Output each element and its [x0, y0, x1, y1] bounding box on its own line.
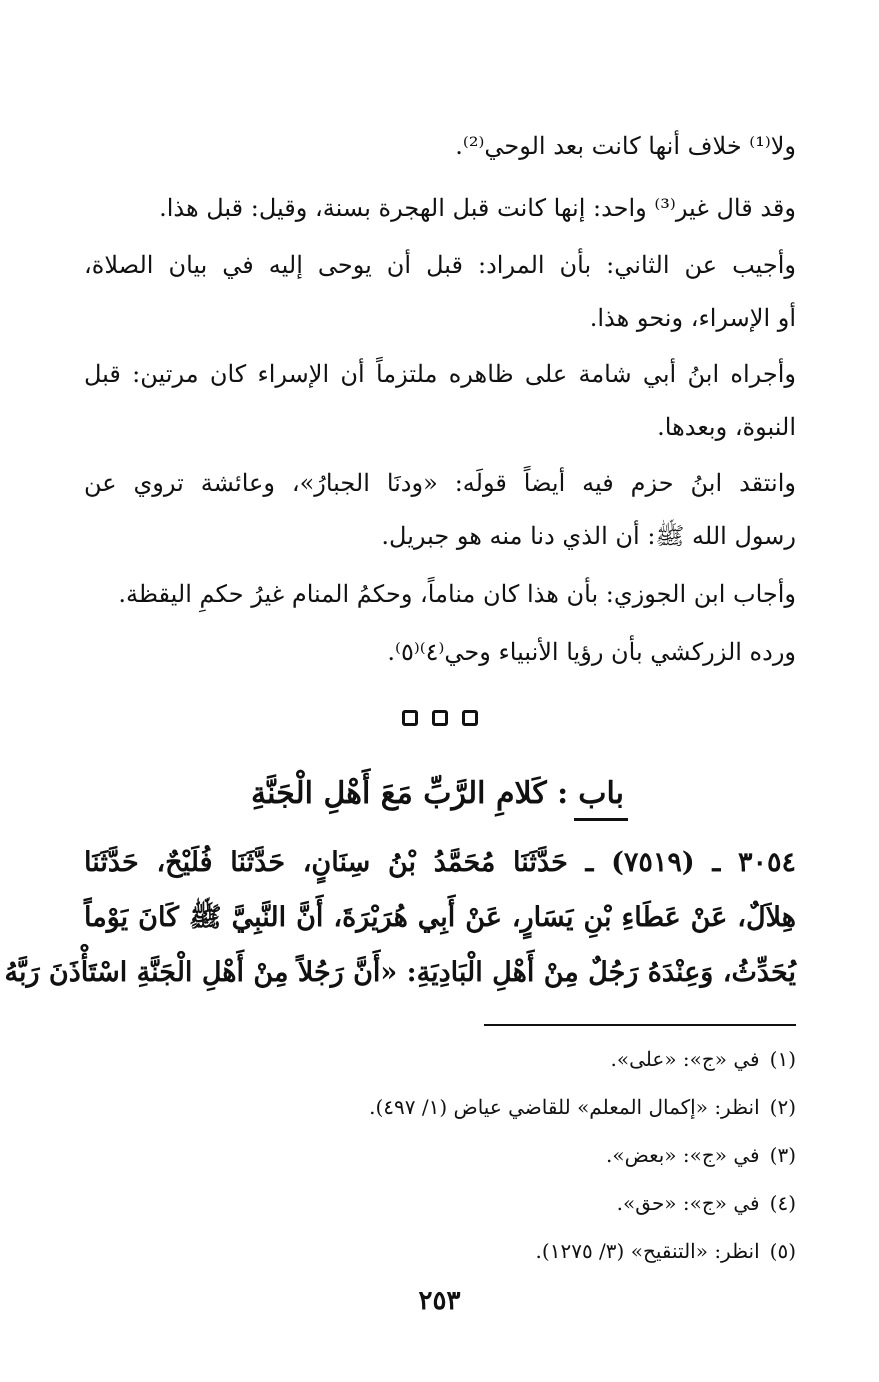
footnote-number: (٥) — [769, 1239, 796, 1263]
footnote-3 — [84, 1140, 796, 1170]
footnote-text: انظر: «إكمال المعلم» للقاضي عياض (١/ ٤٩٧). — [369, 1095, 760, 1119]
footnote-number: (٤) — [769, 1191, 796, 1215]
body-line-4: أو الإسراء، ونحو هذا. — [589, 304, 796, 332]
section-separator — [0, 710, 879, 726]
square-ornament-icon — [402, 710, 418, 726]
footnote-text: في «ج»: «على». — [610, 1047, 760, 1071]
hadith-line-3: يُحَدِّثُ، وَعِنْدَهُ رَجُلٌ مِنْ أَهْلِ الْبَادِيَةِ: «أَنَّ رَجُلاً مِنْ أَهْلِ الْجَنَّةِ اسْتَأْذَنَ رَبَّهُ — [4, 957, 796, 988]
body-line-8: رسول الله ﷺ: أن الذي دنا منه هو جبريل. — [381, 522, 796, 550]
square-ornament-icon — [462, 710, 478, 726]
body-line-7: وانتقد ابنُ حزم فيه أيضاً قولَه: «ودنَا الجبارُ»، وعائشة تروي عن — [84, 469, 796, 497]
hadith-line-1: ٣٠٥٤ ـ (٧٥١٩) ـ حَدَّثَنَا مُحَمَّدُ بْنُ سِنَانٍ، حَدَّثَنَا فُلَيْحٌ، حَدَّثَنَا — [84, 847, 796, 878]
footnote-number: (٣) — [769, 1143, 796, 1167]
footnote-5 — [84, 1236, 796, 1266]
footnote-2 — [84, 1092, 796, 1122]
hadith-line-2: هِلاَلٌ، عَنْ عَطَاءِ بْنِ يَسَارٍ، عَنْ أَبِي هُرَيْرَةَ، أَنَّ النَّبِيَّ ﷺ كَانَ يَوْماً — [84, 902, 796, 933]
body-line-9: وأجاب ابن الجوزي: بأن هذا كان مناماً، وحكمُ المنام غيرُ حكمِ اليقظة. — [118, 580, 796, 608]
page-number: ٢٥٣ — [418, 1286, 461, 1316]
square-ornament-icon — [432, 710, 448, 726]
chapter-label: باب — [574, 770, 628, 821]
body-line-5: وأجراه ابنُ أبي شامة على ظاهره ملتزماً أن الإسراء كان مرتين: قبل — [84, 360, 796, 388]
footnote-text: في «ج»: «حق». — [616, 1191, 760, 1215]
footnote-1 — [84, 1044, 796, 1074]
body-line-6: النبوة، وبعدها. — [657, 413, 796, 441]
body-line-1: ولا⁽¹⁾ خلاف أنها كانت بعد الوحي⁽²⁾. — [455, 132, 796, 160]
chapter-heading — [0, 770, 879, 821]
body-line-10: ورده الزركشي بأن رؤيا الأنبياء وحي⁽٤⁾⁽٥⁾. — [387, 638, 796, 666]
footnote-separator — [484, 1024, 796, 1026]
body-line-2: وقد قال غير⁽³⁾ واحد: إنها كانت قبل الهجرة بسنة، وقيل: قبل هذا. — [159, 194, 796, 222]
chapter-title: : كَلامِ الرَّبِّ مَعَ أَهْلِ الْجَنَّةِ — [251, 776, 569, 811]
footnote-4 — [84, 1188, 796, 1218]
footnote-number: (٢) — [769, 1095, 796, 1119]
footnote-text: انظر: «التنقيح» (٣/ ١٢٧٥). — [535, 1239, 760, 1263]
footnote-text: في «ج»: «بعض». — [606, 1143, 760, 1167]
body-line-3: وأجيب عن الثاني: بأن المراد: قبل أن يوحى إليه في بيان الصلاة، — [84, 251, 796, 279]
footnote-number: (١) — [769, 1047, 796, 1071]
